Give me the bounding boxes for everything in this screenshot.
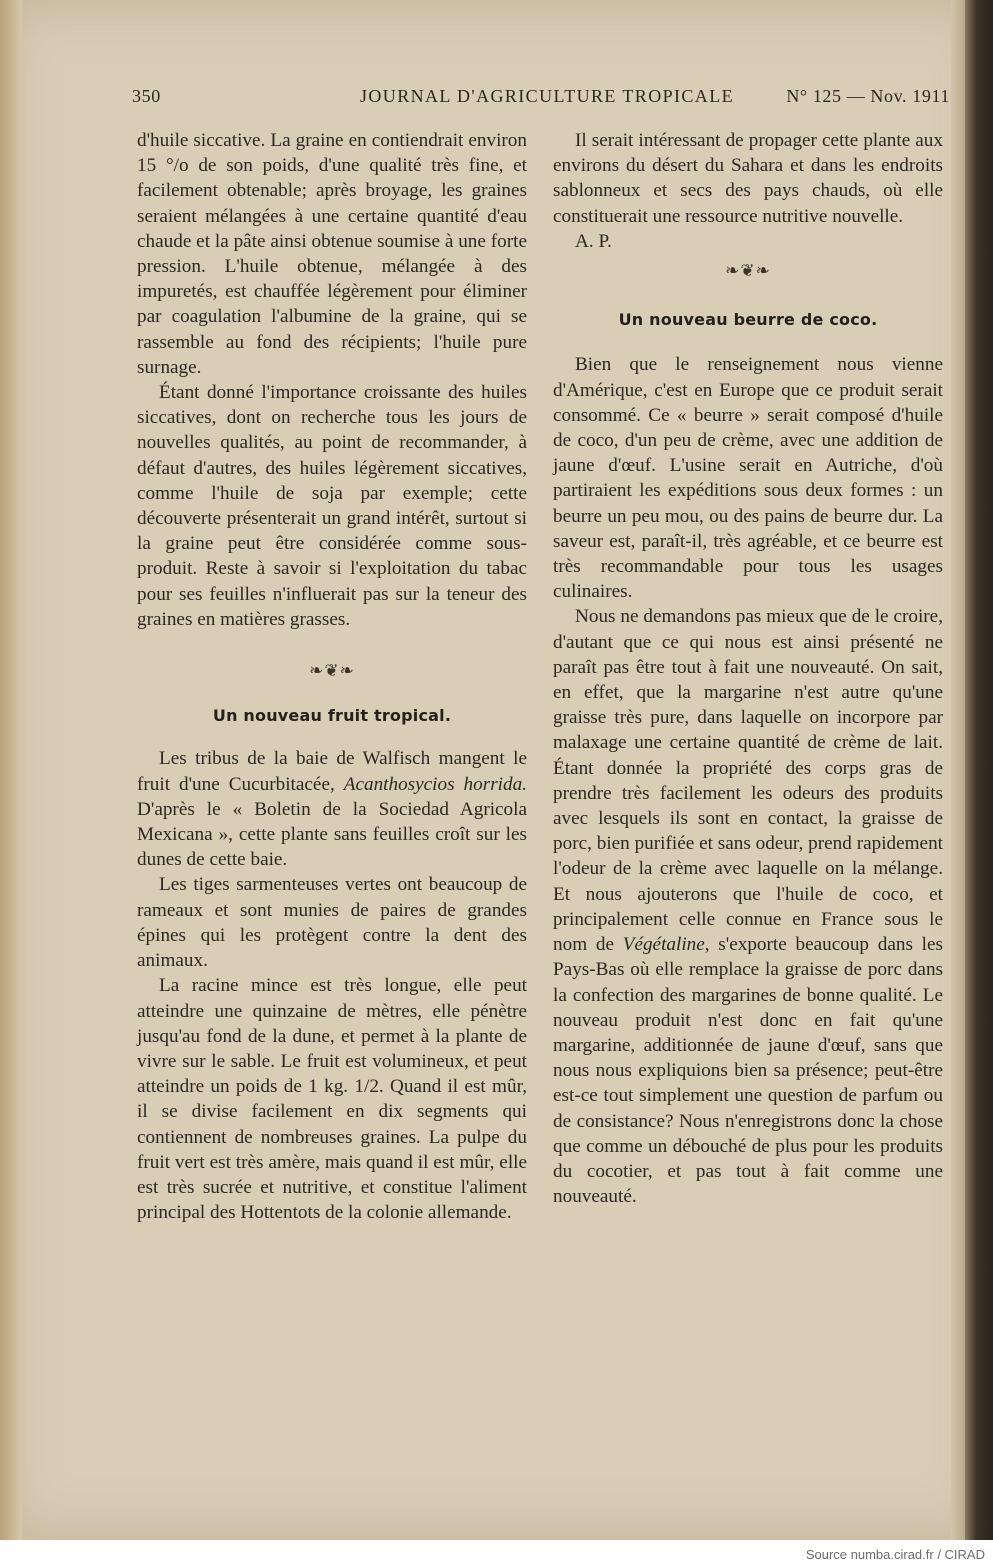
fruit-p1-text-a: Les tribus de la baie de Walfisch mangent le fruit d'une Cucurbitacée, (137, 748, 527, 795)
tabac-paragraph-1: d'huile siccative. La graine en contiendrait environ 15 °/o de son poids, d'une qualité très fine, et facilement obtenable; après broyage, les graines seraient mélangées à une certaine quantité d'eau chaude et la pâte ainsi obtenue soumise à une forte pression. L'huile obtenue, mélangée à des impuretés, est chauffée légèrement pour éliminer par coagulation l'albumine de la graine, qui se rassemble au fond des récipients; l'huile pure surnage. (137, 130, 527, 378)
species-name: Acanthosycios horrida. (343, 773, 527, 795)
page-left-edge (0, 0, 22, 1540)
section-title-fruit: Un nouveau fruit tropical. (212, 706, 452, 726)
beurre-paragraph-1: Bien que le renseignement nous vienne d'Amérique, c'est en Europe que ce produit serait consommé. Ce « beurre » serait composé d'huile de coco, d'un peu de crème, avec une addition de jaune d'œuf. L'usine serait en Autriche, d'où partiraient les expéditions sous deux formes : un beurre un peu mou, ou des pains de beurre dur. La saveur est, paraît-il, très agréable, et ce beurre est très recommandable pour tous les usages culinaires. (553, 354, 943, 603)
running-header (132, 86, 950, 108)
beurre-p2-text-a: Nous ne demandons pas mieux que de le croire, d'autant que ce qui nous est ainsi présenté ne paraît pas être tout à fait une nouveauté. On sait, en effet, que la margarine n'est autre qu'une graisse très pure, dans laquelle on incorpore par malaxage une certaine quantité de crème de lait. Étant donnée la propriété des corps gras de prendre très facilement les odeurs des produits avec lesquels ils sont en contact, la graisse de porc, bien purifiée et sans odeur, prend rapidement l'odeur de la crème avec laquelle on la mélange. Et nous ajouterons que l'huile de coco, et principalement celle connue en France sous le nom de (553, 606, 943, 956)
fruit-p1-text-b: D'après le « Boletin de la Sociedad Agricola Mexicana », cette plante sans feuilles croît sur les dunes de cette baie. (137, 798, 527, 871)
issue-info: N° 125 — Nov. 1911 (786, 86, 950, 106)
left-column (137, 128, 527, 1225)
journal-title: JOURNAL D'AGRICULTURE TROPICALE (360, 86, 734, 106)
tabac-paragraph-2: Étant donné l'importance croissante des huiles siccatives, dont on recherche tous les jours de nouvelles qualités, au point de recommander, à défaut d'autres, des huiles légèrement siccatives, comme l'huile de soja par exemple; cette découverte présenterait un grand intérêt, surtout si la graine peut être considérée comme sous-produit. Reste à savoir si l'exploitation du tabac pour ses feuilles n'influerait pas sur la teneur des graines en matières grasses. (137, 382, 527, 630)
fruit-paragraph-3: La racine mince est très longue, elle peut atteindre une quinzaine de mètres, elle pénètre jusqu'au fond de la dune, et permet à la plante de vivre sur le sable. Le fruit est volumineux, et peut atteindre un poids de 1 kg. 1/2. Quand il est mûr, il se divise facilement en dix segments qui contiennent de nombreuses graines. La pulpe du fruit vert est très amère, mais quand il est mûr, elle est très sucrée et nutritive, et constitue l'aliment principal des Hottentots de la colonie allemande. (137, 975, 527, 1224)
product-name: Végétaline (622, 934, 705, 956)
beurre-p2-text-b: , s'exporte beaucoup dans les Pays-Bas où elle remplace la graisse de porc dans la confection des margarines de bonne qualité. Le nouveau produit n'est donc en fait qu'une margarine, additionnée de jaune d'œuf, sans que nous nous expliquions bien sa présence; peut-être est-ce tout simplement une question de parfum ou de consistance? Nous n'enregistrons donc la chose que comme un débouché de plus pour les produits du cocotier, et pas tout à fait comme une nouveauté. (553, 934, 943, 1208)
fruit-paragraph-4: Il serait intéressant de propager cette plante aux environs du désert du Sahara et dans les endroits sablonneux et secs des pays chauds, où elle constituerait une ressource nutritive nouvelle. (553, 130, 943, 227)
author-signature: A. P. (575, 230, 612, 252)
page-number: 350 (132, 86, 161, 106)
fruit-paragraph-2: Les tiges sarmenteuses vertes ont beaucoup de rameaux et sont munies de paires de grandes épines qui les protègent contre la dent des animaux. (137, 874, 527, 972)
right-column (553, 128, 943, 1209)
beurre-paragraph-2 (553, 604, 943, 1209)
ornament-divider: ❧❦❧ (725, 261, 771, 281)
source-credit: Source numba.cirad.fr / CIRAD (805, 1547, 985, 1562)
page-right-margin-shadow (951, 0, 965, 1540)
book-binding (965, 0, 993, 1540)
fruit-paragraph-1 (137, 746, 527, 872)
ornament-divider: ❧❦❧ (309, 661, 355, 681)
section-title-beurre: Un nouveau beurre de coco. (618, 310, 878, 330)
